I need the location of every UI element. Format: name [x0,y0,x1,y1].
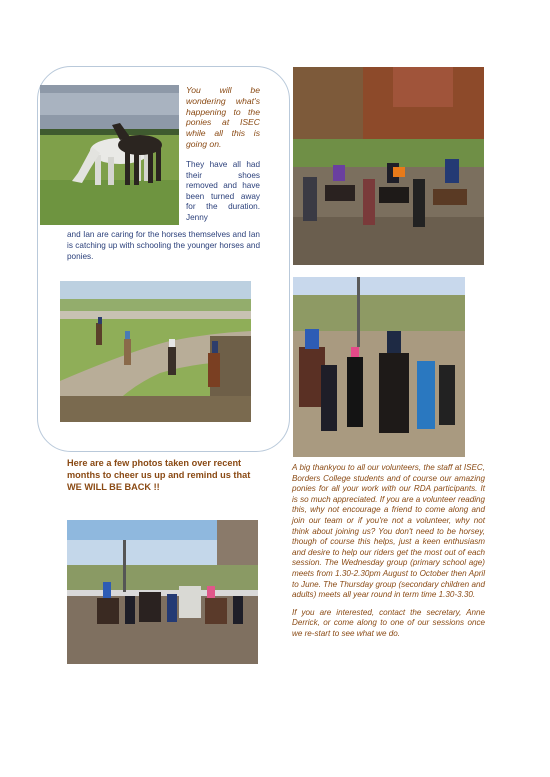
ponies-in-field-photo [40,85,179,225]
contact-paragraph: If you are interested, contact the secretary, Anne Derrick, or come along to one of our sessions once we re-start to see what we do. [292,607,485,638]
riders-with-trees-photo [293,67,484,265]
volunteers-paragraph: A big thankyou to all our volunteers, the staff at ISEC, Borders College students and of course our amazing ponies for all your work with our RDA participants. It is so much appreciated. If you are a volunteer reading this, why not encourage a friend to come along and join our team or if you're not a volunteer, why not think about joining us? You don't need to be horsey, though of course this helps, just a keen enthusiasm and desire to help our riders get the most out of each session. The Wednesday group (primary school age) meets from 1.30-2.30pm August to October then April to June. The Thursday group (secondary children and adults) meets all year round in term time 1.30-3.30. [292,463,486,600]
intro-paragraph-part1: They have all had their shoes removed and have been turned away for the duration. Jenny [186,160,260,222]
riders-on-track-photo [60,281,251,422]
riders-and-helpers-photo [293,277,465,457]
intro-paragraph-part2: and Ian are caring for the horses themselves and Ian is catching up with schooling the younger horses and ponies. [67,230,260,262]
photos-heading: Here are a few photos taken over recent months to cheer us up and remind us that WE WILL BE BACK !! [67,458,251,492]
arena-group-photo [67,520,258,664]
volunteers-text [292,463,485,647]
intro-italic-text: You will be wondering what's happening to the ponies at ISEC while all this is going on. [186,85,260,149]
